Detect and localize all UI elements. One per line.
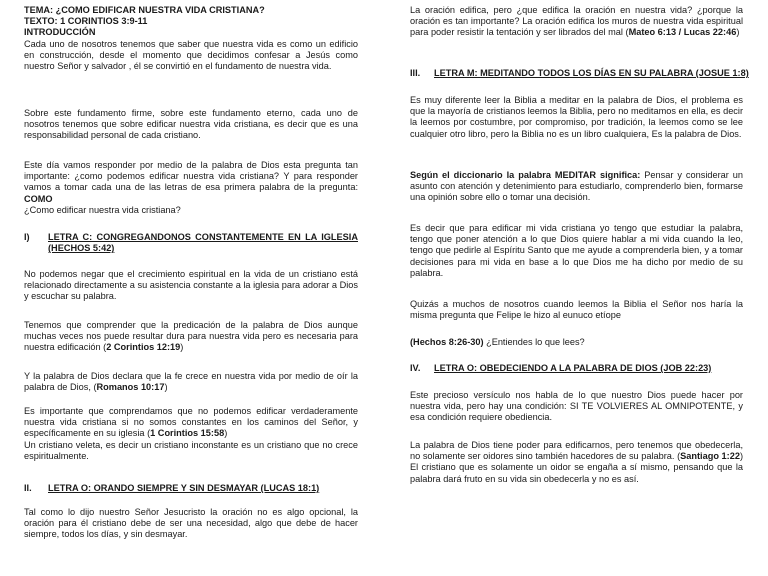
section-title: LETRA C: CONGREGANDONOS CONSTANTEMENTE EN LA IGLESIA (HECHOS 5:42) bbox=[48, 232, 358, 254]
paragraph-text: ) bbox=[180, 342, 184, 353]
section-heading-2 bbox=[24, 483, 358, 494]
paragraph bbox=[410, 170, 743, 204]
paragraph-text: ) bbox=[164, 382, 168, 393]
definition-label: Según el diccionario la palabra MEDITAR significa: bbox=[410, 170, 641, 180]
paragraph bbox=[24, 160, 358, 205]
section-title: LETRA O: ORANDO SIEMPRE Y SIN DESMAYAR (LUCAS 18:1) bbox=[48, 483, 320, 493]
intro-heading: INTRODUCCIÓN bbox=[24, 27, 96, 38]
section-heading-1 bbox=[24, 232, 358, 254]
section-number: IV. bbox=[410, 363, 421, 373]
section-title: LETRA O: OBEDECIENDO A LA PALABRA DE DIOS (JOB 22:23) bbox=[434, 363, 712, 373]
section-number: III. bbox=[410, 68, 421, 78]
paragraph: Tal como lo dijo nuestro Señor Jesucristo la oración no es algo opcional, la oración para él cristiano debe de ser una necesidad, algo que debe de hacer siempre, todos los días, y sin desmayar. bbox=[24, 507, 358, 540]
paragraph: Sobre este fundamento firme, sobre este fundamento eterno, cada uno de nosotros tenemos que sobre edificar nuestra vida cristiana, es decir que es una responsabilidad personal de cada cristiano. bbox=[24, 108, 358, 141]
tema-heading: TEMA: ¿COMO EDIFICAR NUESTRA VIDA CRISTIANA? bbox=[24, 5, 265, 15]
paragraph bbox=[410, 337, 743, 348]
paragraph: Es decir que para edificar mi vida cristiana yo tengo que estudiar la palabra, tengo que poner atención a lo que Dios quiere hablar a mi vida cuando la leo, tengo que pedirle al Espíritu Santo que me ayude a comprenderla bien, y a tomar decisiones para mi vida en base a lo que Dios me ha dicho por medio de su palabra. bbox=[410, 223, 743, 278]
paragraph-block bbox=[24, 406, 358, 462]
paragraph: Cada uno de nosotros tenemos que saber que nuestra vida es como un edificio en construcción, desde el momento que decidimos confesar a Jesús como nuestro Señor y salvador , él se convirtió en el fundamento de nuestra vida. bbox=[24, 38, 358, 72]
paragraph bbox=[410, 5, 743, 39]
paragraph: ¿Como edificar nuestra vida cristiana? bbox=[24, 204, 181, 215]
paragraph-text: Y la palabra de Dios declara que la fe crece en nuestra vida por medio de oír la palabra de Dios, ( bbox=[24, 371, 358, 393]
paragraph-text: La palabra de Dios tiene poder para edificarnos, pero tenemos que obedecerla, no solamente ser oidores sino también hacedores de su palabra. ( bbox=[410, 440, 743, 462]
paragraph-text: ) bbox=[224, 428, 228, 439]
section-number: I) bbox=[24, 232, 30, 242]
paragraph-text: ) bbox=[736, 27, 740, 38]
bible-reference: (Hechos 8:26-30) bbox=[410, 337, 484, 347]
paragraph: No podemos negar que el crecimiento espiritual en la vida de un cristiano está relacionado directamente a su asistencia constante a la iglesia para adorar a Dios y escuchar su palabra. bbox=[24, 269, 358, 302]
bible-reference: Romanos 10:17 bbox=[96, 382, 165, 393]
paragraph: Un cristiano veleta, es decir un cristiano inconstante es un cristiano que no crece espiritualmente. bbox=[24, 439, 358, 461]
paragraph bbox=[24, 320, 358, 354]
bible-reference: Santiago 1:22 bbox=[680, 451, 740, 462]
paragraph bbox=[410, 440, 743, 485]
texto-heading: TEXTO: 1 CORINTIOS 3:9-11 bbox=[24, 16, 148, 27]
bible-reference: 1 Corintios 15:58 bbox=[150, 428, 225, 439]
section-title: LETRA M: MEDITANDO TODOS LOS DÍAS EN SU PALABRA (JOSUE 1:8) bbox=[434, 68, 749, 78]
paragraph-text: Este día vamos responder por medio de la palabra de Dios esta pregunta tan importante: ¿como podemos edificar nuestra vida cristiana? Y para responder vamos a tomar cada una de las letras de esa primera palabra de la pregunta: bbox=[24, 160, 358, 193]
paragraph: Este precioso versículo nos habla de lo que nuestro Dios puede hacer por nuestra vida, pero hay una condición: SI TE VOLVIERES AL OMNIPOTENTE, y esa condición requiere obediencia. bbox=[410, 390, 743, 423]
paragraph: Es muy diferente leer la Biblia a meditar en la palabra de Dios, el problema es que la mayoría de cristianos leemos la Biblia, pero no meditamos en ella, es decir la leemos por costumbre, por compromiso, por tradición, la leemos como se lee cualquier otro libro, pero la Biblia no es un libro cualquiera, Es la palabra de Dios. bbox=[410, 95, 743, 139]
highlight-word: COMO bbox=[24, 193, 53, 204]
paragraph-text: Tenemos que comprender que la predicación de la palabra de Dios aunque muchas veces nos puede resultar dura para nuestra vida pero es necesaria para nuestra edificación ( bbox=[24, 320, 358, 353]
header-block bbox=[24, 5, 358, 72]
paragraph: Quizás a muchos de nosotros cuando leemos la Biblia el Señor nos haría la misma pregunta que Felipe le hizo al eunuco etíope bbox=[410, 299, 743, 321]
paragraph-text: La oración edifica, pero ¿que edifica la oración en nuestra vida? ¿porque la oración es tan importante? La oración edifica los muros de nuestra vida espiritual para poder resistir la tentación y ser librados del mal ( bbox=[410, 5, 743, 38]
section-heading-3 bbox=[410, 68, 749, 79]
bible-reference: Mateo 6:13 / Lucas 22:46 bbox=[628, 27, 737, 38]
paragraph-text: Pensar y considerar un asunto con atención y detenimiento para estudiarlo, comprenderlo bien, formarse una opinión sobre ello o tomar una decisión. bbox=[410, 170, 743, 203]
paragraph-block bbox=[24, 160, 358, 216]
paragraph bbox=[24, 406, 358, 440]
paragraph-text: ¿Entiendes lo que lees? bbox=[483, 337, 585, 347]
paragraph-text: Es importante que comprendamos que no podemos edificar verdaderamente nuestra vida cristiana si no somos constantes en los caminos del Señor, y específicamente en su iglesia ( bbox=[24, 406, 358, 439]
bible-reference: 2 Corintios 12:19 bbox=[106, 342, 181, 353]
section-heading-4 bbox=[410, 363, 743, 374]
section-number: II. bbox=[24, 483, 32, 493]
paragraph-text: ) El cristiano que es solamente un oidor se engaña a sí mismo, pensando que la palabra dará fruto en su vida sin obedecerla y no es así. bbox=[410, 451, 743, 484]
paragraph bbox=[24, 371, 358, 393]
